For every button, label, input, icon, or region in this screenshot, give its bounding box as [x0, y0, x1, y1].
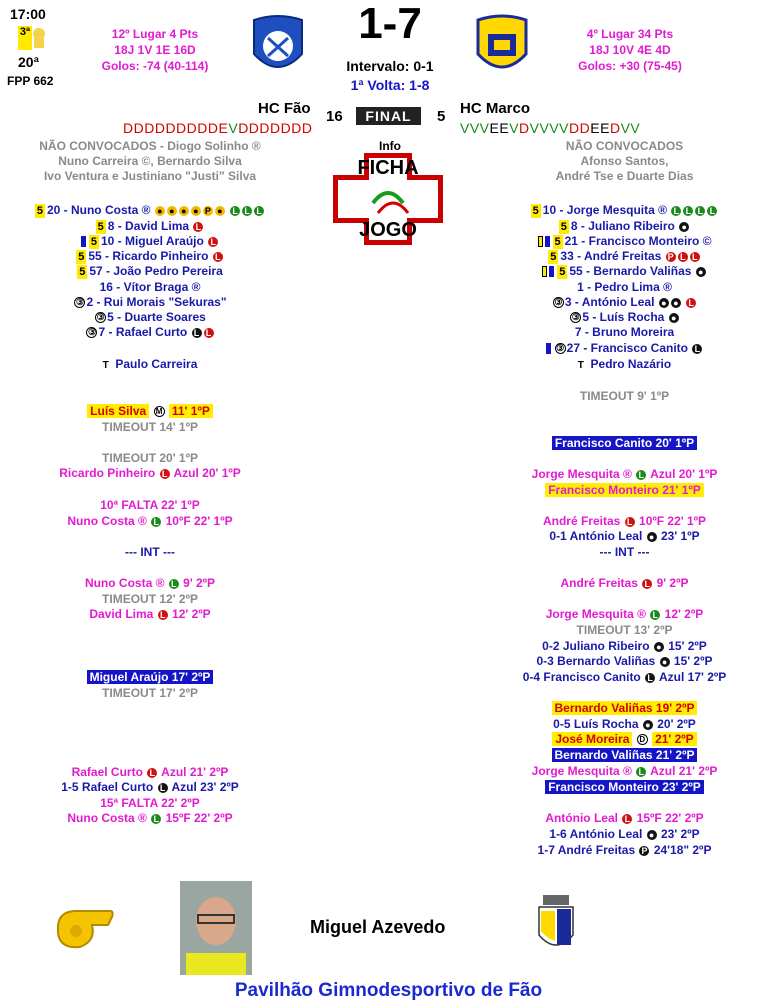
away-stats: 4º Lugar 34 Pts 18J 10V 4E 4D Golos: +30 (75-45)	[578, 27, 682, 73]
event-item: Jorge Mesquita ® L Azul 21' 2ºP	[531, 764, 718, 778]
away-form: VVVEEVDVVVVDDEEDVV	[460, 120, 641, 136]
away-team-name[interactable]: HC Marco	[460, 100, 531, 117]
home-player[interactable]: ③ 2 - Rui Morais "Sekuras"	[75, 295, 227, 309]
event-item: TIMEOUT 12' 2ºP	[102, 592, 198, 606]
away-player[interactable]: 5 33 - André Freitas P L L	[472, 249, 777, 264]
event-item: Miguel Araújo 17' 2ºP	[0, 670, 300, 684]
whistle-icon	[52, 903, 118, 953]
home-team-logo	[250, 14, 306, 80]
event-item: 0-2 Juliano Ribeiro ● 15' 2ºP	[542, 639, 707, 653]
event-item: António Leal L 15ºF 22' 2ºP	[545, 811, 704, 825]
event-item: TIMEOUT 17' 2ºP	[102, 686, 198, 700]
round-badge: 3ª	[18, 26, 32, 50]
home-player[interactable]: 5 20 - Nuno Costa ® ● ● ● ● P ● L L L	[0, 203, 300, 218]
event-item: 1-6 António Leal ● 23' 2ºP	[549, 827, 700, 841]
event-item: Rafael Curto L Azul 21' 2ºP	[71, 765, 229, 779]
away-player[interactable]: ③ 5 - Luís Rocha ●	[472, 310, 777, 324]
event-item: TIMEOUT 13' 2ºP	[576, 623, 673, 637]
association-crest-icon	[535, 891, 577, 959]
away-position: 5	[437, 108, 446, 125]
final-score: 1-7	[358, 0, 422, 48]
event-item: Francisco Monteiro 21' 1ºP	[472, 483, 777, 497]
venue-name[interactable]: Pavilhão Gimnodesportivo de Fão	[234, 980, 543, 1001]
away-not-called: NÃO CONVOCADOS Afonso Santos, André Tse e Duarte Dias	[555, 139, 694, 183]
home-player[interactable]: 5 55 - Ricardo Pinheiro L	[0, 249, 300, 264]
event-item: TIMEOUT 9' 1ºP	[579, 389, 670, 403]
match-time: 17:00	[10, 6, 46, 22]
first-leg-score: 1ª Volta: 1-8	[350, 77, 430, 93]
event-item: Luís Silva M 11' 1ºP	[0, 404, 300, 418]
event-item: Francisco Canito 20' 1ºP	[472, 436, 777, 450]
avatar	[180, 881, 252, 975]
event-item: André Freitas L 9' 2ºP	[560, 576, 689, 590]
home-coach[interactable]: T Paulo Carreira	[102, 357, 198, 371]
home-form: DDDDDDDDDEVDDDDDDD	[123, 120, 313, 136]
event-item: André Freitas L 10ºF 22' 1ºP	[542, 514, 707, 528]
event-item: --- INT ---	[599, 545, 650, 559]
away-player[interactable]: 1 - Pedro Lima ®	[577, 280, 672, 294]
event-item: 0-1 António Leal ● 23' 1ºP	[549, 529, 700, 543]
event-item: TIMEOUT 20' 1ºP	[102, 451, 198, 465]
event-item: Nuno Costa ® L 9' 2ºP	[84, 576, 216, 590]
home-player[interactable]: ③ 5 - Duarte Soares	[96, 310, 206, 324]
final-label: FINAL	[356, 107, 421, 125]
round-number: 20ª	[18, 54, 39, 70]
home-player[interactable]: ③ 7 - Rafael Curto L L	[0, 325, 300, 339]
event-item: 1-7 André Freitas P 24'18" 2ºP	[537, 843, 712, 857]
home-player[interactable]: 5 10 - Miguel Araújo L	[0, 234, 300, 249]
event-item: 15ª FALTA 22' 2ºP	[100, 796, 200, 810]
away-player[interactable]: 5 8 - Juliano Ribeiro ●	[472, 219, 777, 234]
home-team-name[interactable]: HC Fão	[258, 100, 311, 117]
event-item: José Moreira D 21' 2ºP	[472, 732, 777, 746]
event-item: Ricardo Pinheiro L Azul 20' 1ºP	[59, 466, 241, 480]
away-team-logo	[474, 14, 530, 80]
event-item: 0-5 Luís Rocha ● 20' 2ºP	[553, 717, 696, 731]
event-item: Jorge Mesquita ® L Azul 20' 1ºP	[531, 467, 718, 481]
info-link[interactable]: Info	[379, 139, 401, 153]
away-player[interactable]: 7 - Bruno Moreira	[574, 325, 675, 339]
away-coach[interactable]: T Pedro Nazário	[577, 357, 672, 371]
event-item: TIMEOUT 14' 1ºP	[102, 420, 198, 434]
ficha-text: FICHA	[357, 157, 419, 179]
home-player[interactable]: 5 8 - David Lima L	[0, 219, 300, 234]
event-item: 1-5 Rafael Curto L Azul 23' 2ºP	[61, 780, 239, 794]
event-item: 10ª FALTA 22' 1ºP	[100, 498, 200, 512]
referee-photo	[180, 881, 252, 975]
event-item: Francisco Monteiro 23' 2ºP	[472, 780, 777, 794]
home-player[interactable]: 16 - Vítor Braga ®	[99, 280, 201, 294]
away-player[interactable]: 5 21 - Francisco Monteiro ©	[472, 234, 777, 249]
away-player[interactable]: 5 55 - Bernardo Valiñas ●	[472, 264, 777, 279]
lion-icon	[30, 26, 48, 50]
event-item: David Lima L 12' 2ºP	[89, 607, 211, 621]
event-item: Bernardo Valiñas 19' 2ºP	[472, 701, 777, 715]
home-not-called: NÃO CONVOCADOS - Diogo Solinho ® Nuno Carreira ©, Bernardo Silva Ivo Ventura e Justiniano "Justi" Silva	[39, 139, 261, 183]
home-player[interactable]: 5 57 - João Pedro Pereira	[79, 264, 223, 278]
away-player[interactable]: ③ 27 - Francisco Canito L	[472, 341, 777, 355]
interval-score: Intervalo: 0-1	[346, 58, 434, 74]
jogo-text: JOGO	[359, 219, 417, 241]
event-item: 0-4 Francisco Canito L Azul 17' 2ºP	[522, 670, 727, 684]
away-player[interactable]: ③ 3 - António Leal ● ● L	[472, 295, 777, 309]
ficha-jogo-logo[interactable]	[333, 153, 443, 245]
event-item: Nuno Costa ® L 10ºF 22' 1ºP	[67, 514, 233, 528]
event-item: Nuno Costa ® L 15ºF 22' 2ºP	[67, 811, 233, 825]
referee-name[interactable]: Miguel Azevedo	[310, 917, 446, 937]
away-player[interactable]: 5 10 - Jorge Mesquita ® L L L L	[472, 203, 777, 218]
event-item: Bernardo Valiñas 21' 2ºP	[472, 748, 777, 762]
event-item: --- INT ---	[125, 545, 175, 559]
event-item: 0-3 Bernardo Valiñas ● 15' 2ºP	[536, 654, 713, 668]
home-stats: 12º Lugar 4 Pts 18J 1V 1E 16D Golos: -74 (40-114)	[101, 27, 209, 73]
fpp-code: FPP 662	[7, 74, 54, 88]
event-item: Jorge Mesquita ® L 12' 2ºP	[545, 607, 704, 621]
home-position: 16	[326, 108, 343, 125]
